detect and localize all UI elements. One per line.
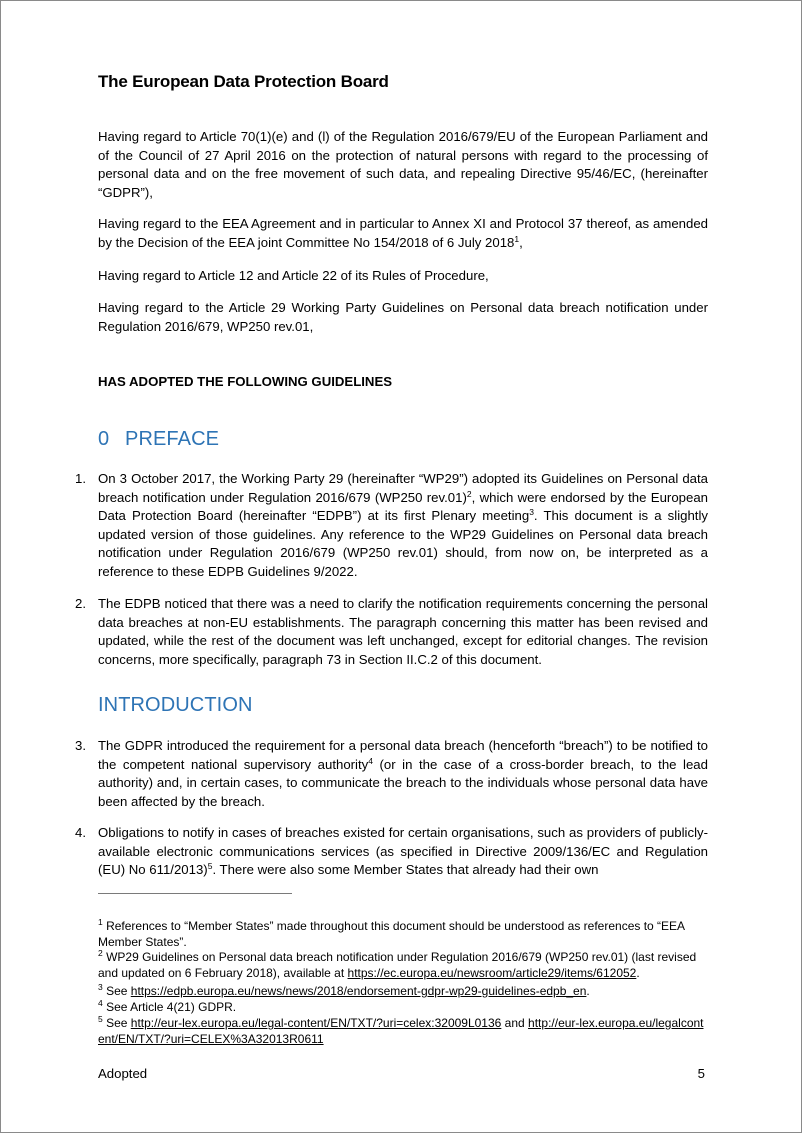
paragraph-number: 4.	[75, 825, 86, 840]
section-title: PREFACE	[125, 428, 220, 450]
preamble-paragraph-4: Having regard to the Article 29 Working Party Guidelines on Personal data breach notification under Regulation 2016/679, WP250 rev.01,	[98, 300, 708, 334]
footnote-ref-5[interactable]: 5	[207, 861, 213, 872]
footnote-link[interactable]: https://ec.europa.eu/newsroom/article29/items/612052	[347, 966, 637, 981]
footnote-text: WP29 Guidelines on Personal data breach notification under Regulation 2016/679 (WP250 rev.01) (last revised and updated on 6 February 2018), available at	[98, 950, 697, 981]
numbered-paragraph-3	[75, 737, 708, 811]
paragraph-text: , which were endorsed by the European Data Protection Board (hereinafter “EDPB”) at its first Plenary meeting	[98, 489, 708, 524]
footnote-ref-1[interactable]: 1	[514, 233, 520, 244]
paragraph-text: The GDPR introduced the requirement for a personal data breach (henceforth “breach”) to be notified to the competent national supervisory authority	[98, 738, 708, 772]
paragraph-text: . This document is a slightly updated version of those guidelines. Any reference to the WP29 Guidelines on Personal data breach notification under Regulation 2016/679 (WP250 rev.01) should, from now on, be interpreted as a reference to these EDPB Guidelines 9/2022.	[98, 508, 708, 579]
footnote-text: See	[102, 1016, 131, 1030]
paragraph-text: On 3 October 2017, the Working Party 29 (hereinafter “WP29”) adopted its Guidelines on Personal data breach notification under Regulation 2016/679 (WP250 rev.01)	[98, 471, 708, 505]
footnote-ref-3[interactable]: 3	[529, 507, 534, 518]
paragraph-text: (or in the case of a cross-border breach, to the lead authority) and, in certain cases, to communicate the breach to the individuals whose personal data have been affected by the breach.	[98, 756, 708, 809]
footnote-text: See Article 4(21) GDPR.	[102, 1000, 237, 1014]
preamble-paragraph-1: Having regard to Article 70(1)(e) and (l) of the Regulation 2016/679/EU of the European Parliament and of the Council of 27 April 2016 on the protection of natural persons with regard to the processing of personal data and on the free movement of such data, and repealing Directive 95/46/EC, (hereinafter “GDPR”),	[98, 129, 708, 200]
footnote-text: References to “Member States” made throughout this document should be understood as references to “EEA Member States”.	[98, 919, 685, 950]
page-number: 5	[697, 1066, 705, 1081]
preamble-paragraph-3: Having regard to Article 12 and Article 22 of its Rules of Procedure,	[98, 268, 489, 283]
paragraph-number: 3.	[75, 738, 86, 753]
preamble-paragraph-2	[98, 215, 708, 252]
footnote-tail: .	[636, 966, 640, 981]
paragraph-text: . There were also some Member States that already had their own	[212, 862, 599, 878]
footnote-number: 4	[98, 998, 103, 1008]
footnote-2	[98, 949, 708, 982]
footnote-link[interactable]: http://eur-lex.europa.eu/legalcontent/EN/TXT/?uri=CELEX%3A32013R0611	[98, 1016, 704, 1047]
footnote-ref-4[interactable]: 4	[368, 755, 373, 766]
footnote-text: See	[102, 984, 131, 998]
footnote-text: and	[501, 1016, 529, 1030]
footnote-link[interactable]: https://edpb.europa.eu/news/news/2018/endorsement-gdpr-wp29-guidelines-edpb_en	[130, 984, 587, 998]
numbered-paragraph-1	[75, 470, 708, 582]
preamble-paragraph-2-tail: ,	[519, 234, 523, 250]
footnote-1	[98, 918, 708, 951]
footnote-link[interactable]: http://eur-lex.europa.eu/legal-content/EN/TXT/?uri=celex:32009L0136	[130, 1016, 502, 1030]
section-number: 0	[98, 428, 110, 450]
paragraph-number: 2.	[75, 596, 86, 611]
paragraph-number: 1.	[75, 471, 86, 486]
numbered-paragraph-2	[75, 595, 708, 669]
footnote-number: 3	[98, 982, 103, 992]
preamble-paragraph-2-text: Having regard to the EEA Agreement and in particular to Annex XI and Protocol 37 thereof, as amended by the Decision of the EEA joint Committee No 154/2018 of 6 July 2018	[98, 216, 708, 250]
footnote-separator	[98, 893, 292, 894]
footnote-number: 2	[98, 948, 103, 958]
footnote-number: 5	[98, 1014, 103, 1024]
footnote-ref-2[interactable]: 2	[466, 488, 472, 499]
adopted-heading: HAS ADOPTED THE FOLLOWING GUIDELINES	[98, 374, 393, 389]
footnote-4	[98, 999, 708, 1015]
footnote-3	[98, 983, 708, 999]
section-heading-preface	[98, 428, 219, 451]
footnote-number: 1	[98, 917, 103, 927]
footnote-5	[98, 1015, 708, 1048]
document-title: The European Data Protection Board	[98, 72, 389, 91]
footer-status: Adopted	[98, 1066, 148, 1081]
paragraph-text: The EDPB noticed that there was a need to clarify the notification requirements concerning the personal data breaches at non-EU establishments. The paragraph concerning this matter has been revised and updated, while the rest of the document was left unchanged, except for editorial changes. The revision concerns, more specifically, paragraph 73 in Section II.C.2 of this document.	[98, 596, 708, 667]
paragraph-text: Obligations to notify in cases of breaches existed for certain organisations, such as providers of publicly-available electronic communications services (as specified in Directive 2009/136/EC and Regulation (EU) No 611/2013)	[98, 825, 708, 878]
numbered-paragraph-4	[75, 824, 708, 880]
footnote-tail: .	[586, 984, 590, 998]
section-heading-introduction: INTRODUCTION	[98, 694, 253, 716]
